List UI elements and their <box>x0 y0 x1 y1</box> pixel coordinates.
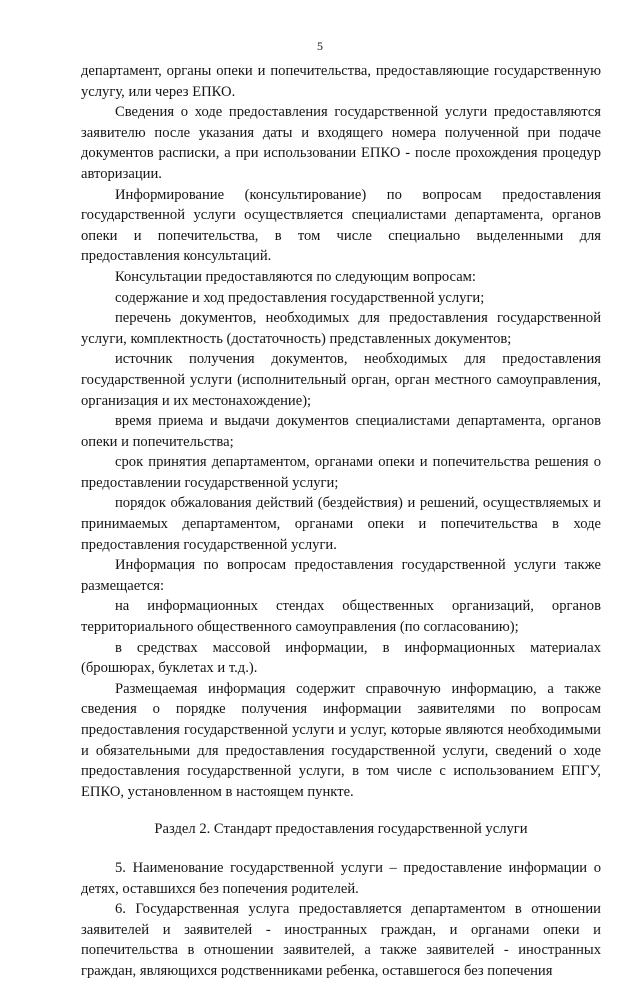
paragraph: департамент, органы опеки и попечительства, предоставляющие государственную услугу, или через ЕПКО. <box>81 63 601 100</box>
paragraph: Информация по вопросам предоставления государственной услуги также размещается: <box>81 557 601 594</box>
paragraph: 6. Государственная услуга предоставляется департаментом в отношении заявителей и заявителей - иностранных граждан, и органами опеки и попечительства в отношении заявителей, а также заявителей - иностранных граждан, являющихся родственниками ребенка, оставшегося без попечения <box>81 901 601 979</box>
paragraph: порядок обжалования действий (бездействия) и решений, осуществляемых и принимаемых департаментом, органами опеки и попечительства в ходе предоставления государственной услуги. <box>81 495 601 553</box>
paragraph: на информационных стендах общественных организаций, органов территориального общественного самоуправления (по согласованию); <box>81 598 601 636</box>
paragraph: Консультации предоставляются по следующим вопросам: <box>115 268 476 285</box>
paragraphs-before-section <box>81 61 601 802</box>
paragraph: срок принятия департаментом, органами опеки и попечительства решения о предоставлении государственной услуги; <box>81 454 601 491</box>
paragraph: Размещаемая информация содержит справочную информацию, а также сведения о порядке получения информации заявителями по вопросам предоставления государственной услуги и услуг, которые являются необходимыми и обязательными для предоставления государственной услуги, сведений о ходе предоставления государственной услуги, в том числе с использованием ЕПГУ, ЕПКО, установленном в настоящем пункте. <box>81 680 601 800</box>
paragraph: 5. Наименование государственной услуги – предоставление информации о детях, оставшихся без попечения родителей. <box>81 859 601 897</box>
page-number: 5 <box>317 39 323 53</box>
paragraph: в средствах массовой информации, в информационных материалах (брошюрах, буклетах и т.д.). <box>81 639 601 677</box>
paragraph: источник получения документов, необходимых для предоставления государственной услуги (исполнительный орган, орган местного самоуправления, организация и их местонахождение); <box>81 351 601 409</box>
paragraphs-after-section <box>81 858 601 982</box>
paragraph: Сведения о ходе предоставления государственной услуги предоставляются заявителю после указания даты и входящего номера полученной при подаче документов расписки, а при использовании ЕПКО - после прохождения процедур авторизации. <box>81 104 601 182</box>
paragraph: Информирование (консультирование) по вопросам предоставления государственной услуги осуществляется специалистами департамента, органов опеки и попечительства, в том числе специально выделенными для предоставления консультаций. <box>81 186 601 265</box>
document-body <box>81 61 601 982</box>
paragraph: время приема и выдачи документов специалистами департамента, органов опеки и попечительства; <box>81 413 601 450</box>
paragraph: перечень документов, необходимых для предоставления государственной услуги, комплектность (достаточность) представленных документов; <box>81 310 601 347</box>
paragraph: содержание и ход предоставления государственной услуги; <box>115 289 485 306</box>
section-title: Раздел 2. Стандарт предоставления государственной услуги <box>154 821 528 838</box>
